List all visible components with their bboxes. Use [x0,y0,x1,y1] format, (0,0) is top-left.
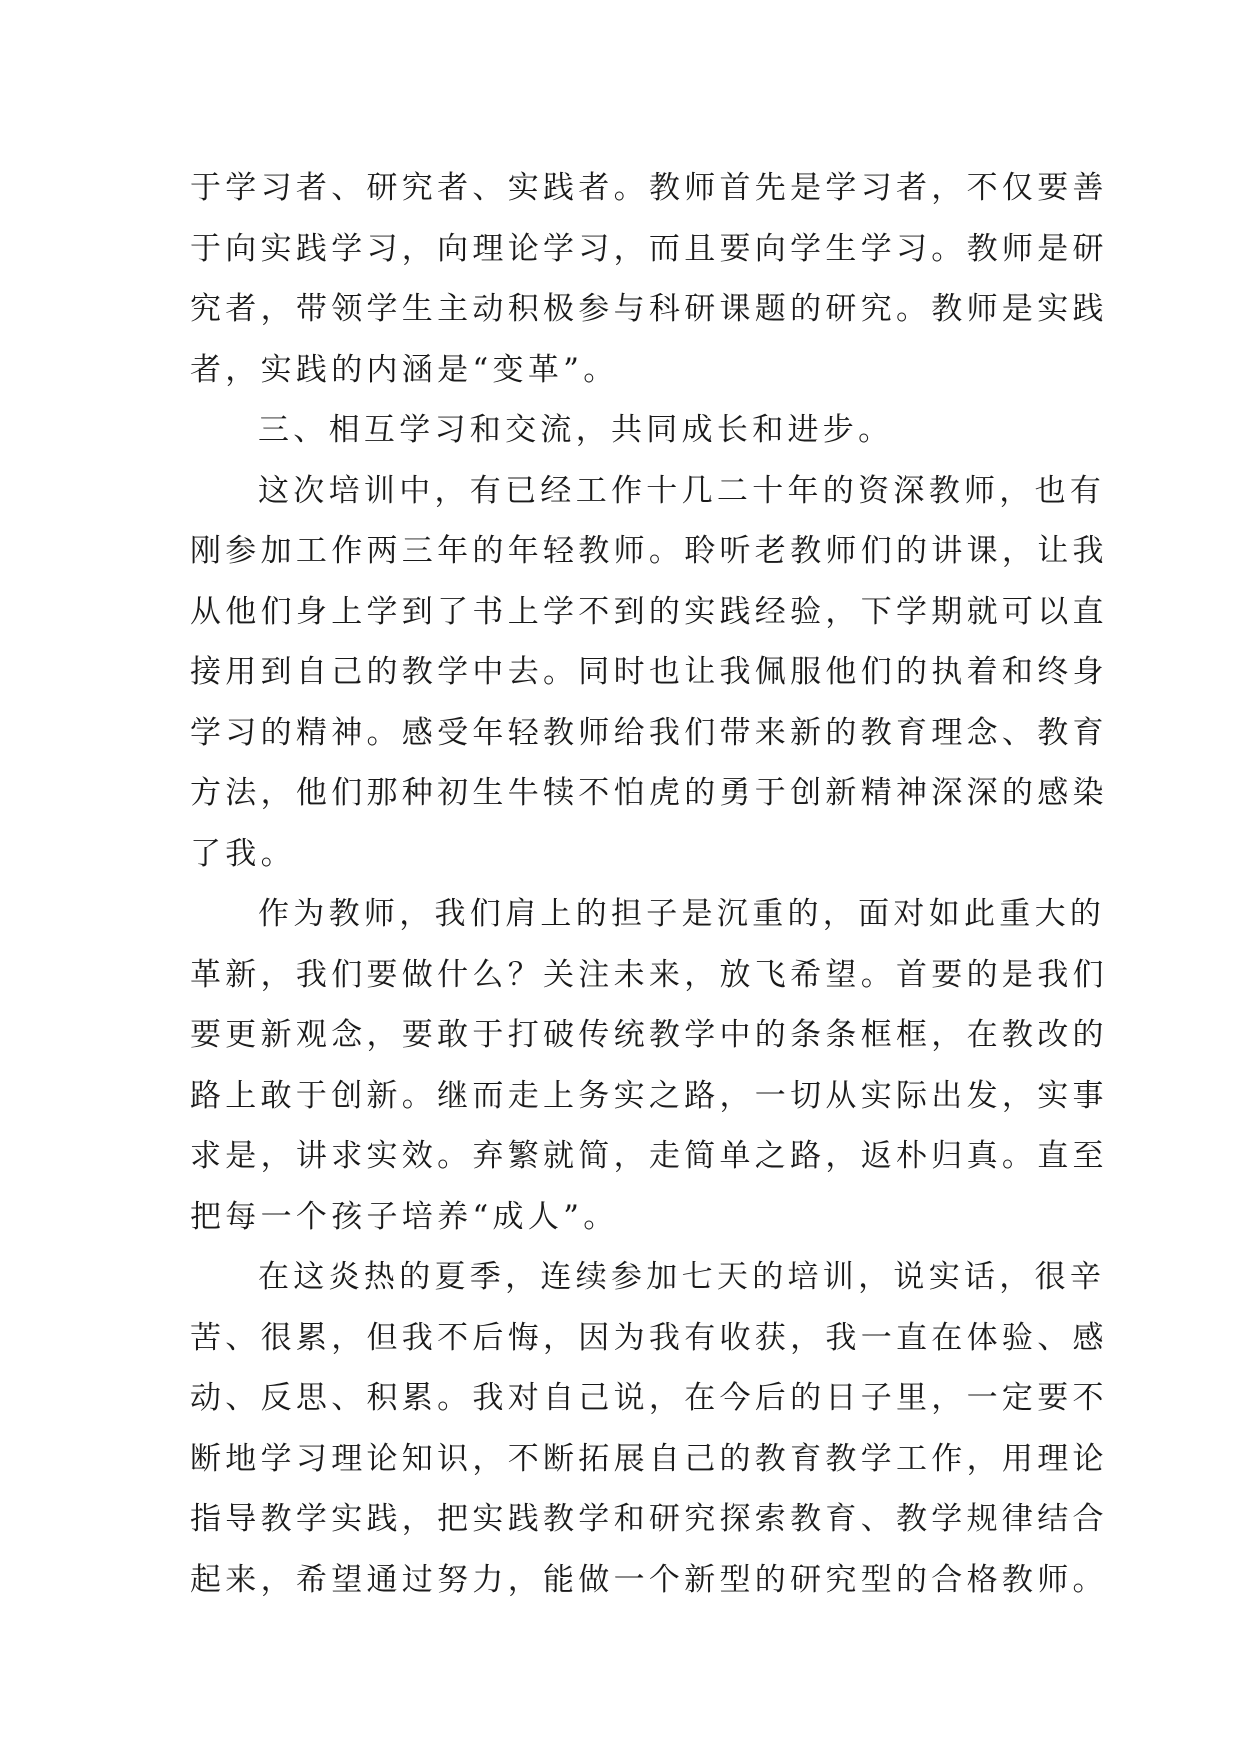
paragraph-4 [190,1247,1108,1610]
paragraph-line: 指导教学实践，把实践教学和研究探索教育、教学规律结合 [190,1501,1108,1537]
paragraph-line: 作为教师，我们肩上的担子是沉重的，面对如此重大的 [258,896,1106,932]
section-heading-text: 三、相互学习和交流，共同成长和进步。 [258,412,894,448]
paragraph-line: 这次培训中，有已经工作十几二十年的资深教师，也有 [258,472,1106,509]
paragraph-2 [190,461,1108,885]
paragraph-line: 要更新观念，要敢于打破传统教学中的条条框框，在教改的 [190,1017,1108,1053]
paragraph-line: 了我。 [190,835,296,872]
paragraph-line: 从他们身上学到了书上学不到的实践经验，下学期就可以直 [190,593,1108,630]
paragraph-line: 于学习者、研究者、实践者。教师首先是学习者，不仅要善 [190,170,1108,206]
paragraph-line: 在这炎热的夏季，连续参加七天的培训，说实话，很辛 [258,1259,1106,1295]
paragraph-3 [190,884,1108,1247]
paragraph-line: 者，实践的内涵是“变革”。 [190,351,619,388]
paragraph-line: 苦、很累，但我不后悔，因为我有收获，我一直在体验、感 [190,1319,1108,1356]
paragraph-1 [190,158,1108,400]
paragraph-line: 革新，我们要做什么？关注未来，放飞希望。首要的是我们 [190,956,1108,993]
paragraph-line: 路上敢于创新。继而走上务实之路，一切从实际出发，实事 [190,1077,1108,1114]
paragraph-line: 求是，讲求实效。弃繁就简，走简单之路，返朴归真。直至 [190,1138,1108,1174]
paragraph-line: 接用到自己的教学中去。同时也让我佩服他们的执着和终身 [190,654,1108,690]
paragraph-line: 断地学习理论知识，不断拓展自己的教育教学工作，用理论 [190,1440,1108,1477]
paragraph-line: 于向实践学习，向理论学习，而且要向学生学习。教师是研 [190,230,1108,267]
paragraph-line: 方法，他们那种初生牛犊不怕虎的勇于创新精神深深的感染 [190,775,1108,811]
paragraph-line: 刚参加工作两三年的年轻教师。聆听老教师们的讲课，让我 [190,533,1108,569]
paragraph-line: 究者，带领学生主动积极参与科研课题的研究。教师是实践 [190,291,1108,327]
section-heading-3 [190,400,1070,461]
paragraph-line: 把每一个孩子培养“成人”。 [190,1198,619,1235]
document-body [190,158,1108,1610]
paragraph-line: 起来，希望通过努力，能做一个新型的研究型的合格教师。 [190,1561,1108,1598]
paragraph-line: 动、反思、积累。我对自己说，在今后的日子里，一定要不 [190,1380,1108,1416]
paragraph-line: 学习的精神。感受年轻教师给我们带来新的教育理念、教育 [190,714,1108,751]
